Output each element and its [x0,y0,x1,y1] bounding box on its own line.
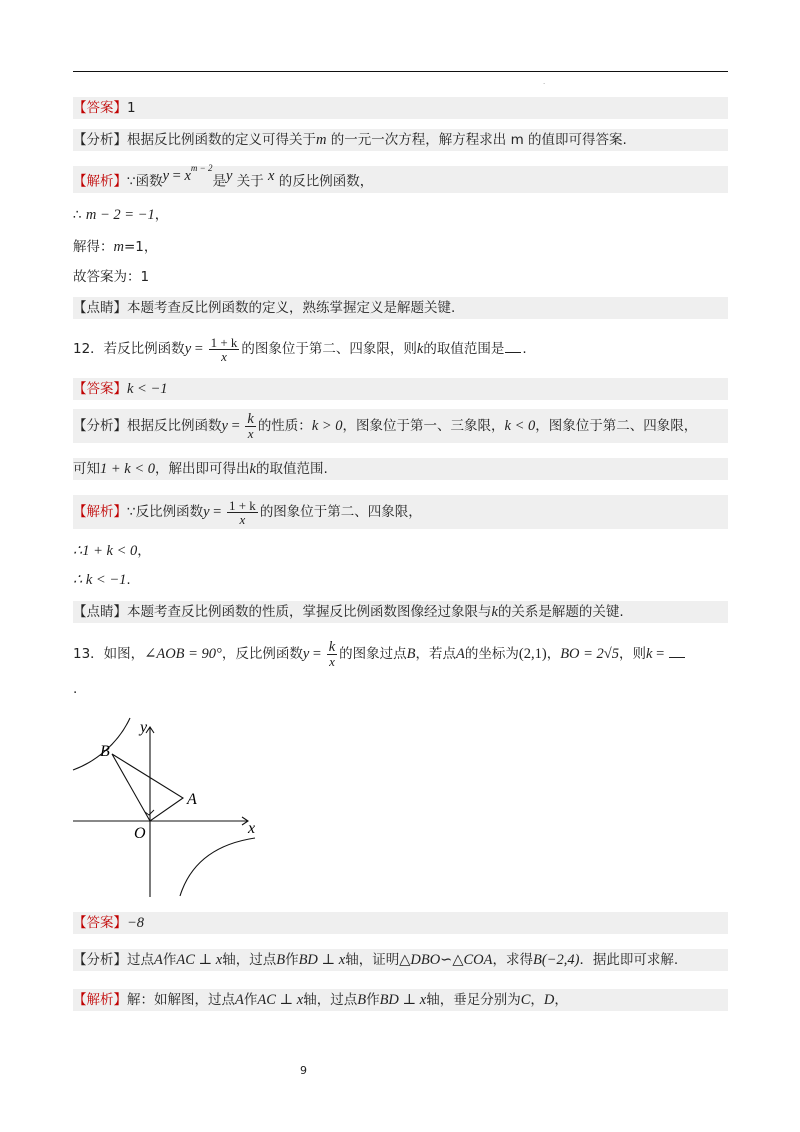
question-13: 13．如图，∠AOB = 90°，反比例函数y = $\frac{k}{x}$ 的图象过点B，若点A的坐标为(2,1)，BO = 2√5，则k = [73,637,686,671]
label-o: O [134,825,146,842]
fraction: $\frac{1 + k}{x}$ [210,334,238,364]
fraction: $\frac{k}{x}$ [328,638,336,669]
comment-11: 【点睛】本题考查反比例函数的定义，熟练掌握定义是解题关键. [73,297,728,319]
header-rule [73,71,728,72]
solution-12: 【解析】∵反比例函数y = $\frac{1 + k}{x}$ 的图象位于第二、四象限， [73,495,728,529]
analysis-11: 【分析】根据反比例函数的定义可得关于m 的一元一次方程，解方程求出 m 的值即可得答案. [73,129,728,151]
answer-12: 【答案】k < −1 [73,378,728,400]
label-y: y [140,719,148,736]
label-a: A [187,791,197,808]
fraction: $\frac{k}{x}$ [247,410,254,441]
hyperbola-lower-right [180,838,255,896]
step-11-a: ∴ m − 2 = −1， [73,207,169,223]
solution-11: 【解析】∵函数$y = x^{m - 2}$是y 关于 x 的反比例函数， [73,166,728,193]
page-number: 9 [300,1064,307,1077]
comment-12: 【点睛】本题考查反比例函数的性质，掌握反比例函数图像经过象限与k的关系是解题的关键. [73,601,728,623]
figure-13 [70,712,270,902]
step-12-a: ∴1 + k < 0， [73,543,151,559]
answer-13: 【答案】−8 [73,912,728,934]
answer-11: 【答案】1 [73,97,728,119]
analysis-12-a: 【分析】根据反比例函数y = $\frac{k}{x}$ 的性质：k > 0，图象位于第一、三象限，k < 0，图象位于第二、四象限， [73,409,728,443]
step-11-c: 故答案为：1 [73,269,150,285]
answer-blank [505,340,521,353]
step-12-b: ∴ k < −1. [73,572,131,588]
question-13-end: . [73,681,78,697]
question-12: 12．若反比例函数y = $\frac{1 + k}{x}$ 的图象位于第二、四象限，则k的取值范围是 . [73,334,527,364]
header-dot: · [543,80,546,88]
analysis-13: 【分析】过点A作AC ⊥ x轴，过点B作BD ⊥ x轴，证明△DBO∽△COA，求得B(−2,4)．据此即可求解. [73,949,728,971]
triangle-aob [112,754,183,821]
label-b: B [100,743,110,760]
label-x: x [248,820,256,837]
answer-blank [669,645,685,658]
step-11-b: 解得：m=1， [73,239,158,255]
solution-13: 【解析】解：如解图，过点A作AC ⊥ x轴，过点B作BD ⊥ x轴，垂足分别为C，D， [73,989,728,1011]
fraction: $\frac{1 + k}{x}$ [228,497,256,527]
analysis-12-b: 可知1 + k < 0，解出即可得出k的取值范围. [73,458,728,480]
